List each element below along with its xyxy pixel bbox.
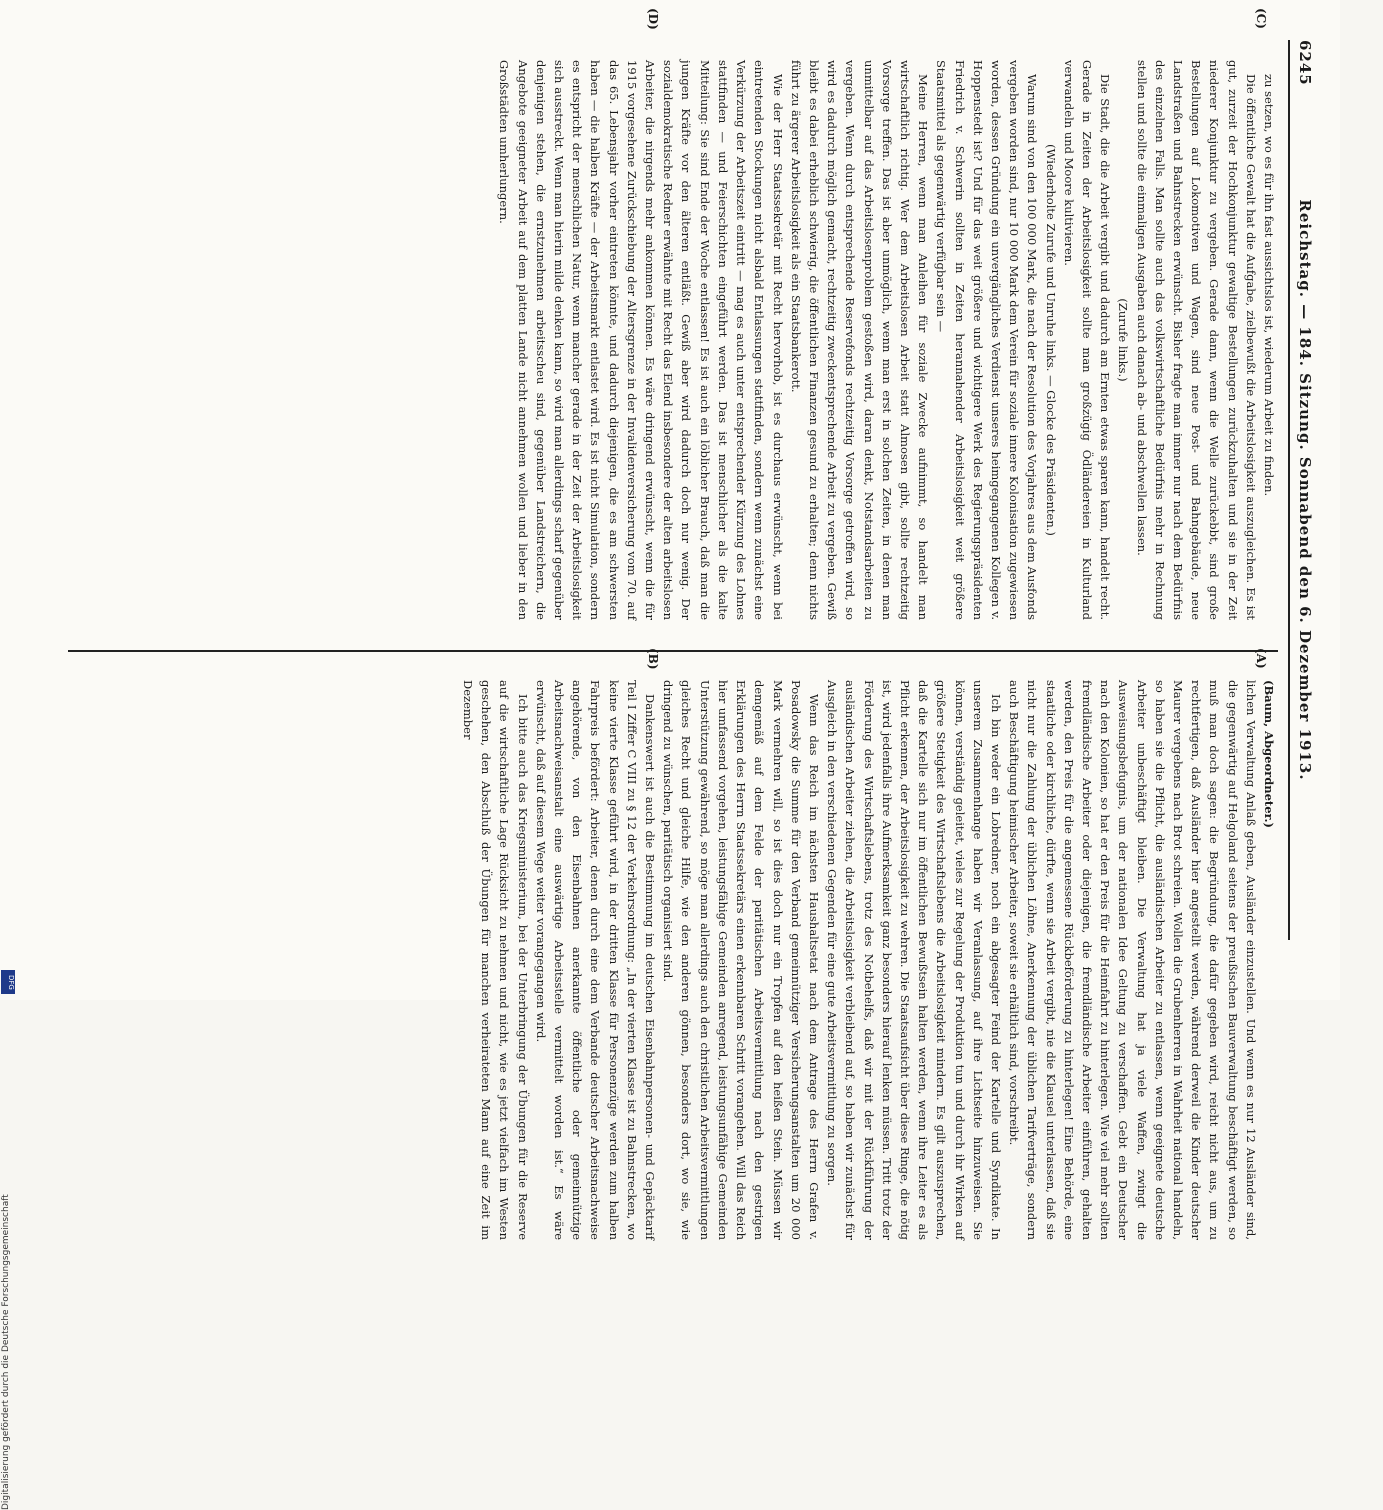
margin-mark-c: (C) xyxy=(1254,8,1268,29)
page-number: 6245 xyxy=(1296,40,1314,86)
paragraph: Die öffentliche Gewalt hat die Aufgabe, zielbewußt die Arbeitslosigkeit auszugleichen. Es ist gut, zurzeit der Hochkonjunktur gewaltige Bestellungen zurückzuhalten und sie in der Zeit niederer Konjunktur zu vergeben. Gerade dann, wenn die Welle zurückebbt, sind große Bestellungen auf Lokomotiven und Wagen, sind neue Post- und Bahngebäude, neue Landstraßen und Bahnstrecken erwünscht. Bisher fragte man immer nur nach dem Bedürfnis des einzelnen Falls. Man sollte auch das volkswirtschaftliche Bedürfnis mehr in Rechnung stellen und sollte die einmaligen Ausgaben auch danach ab- und abschwellen lassen. xyxy=(1134,60,1258,620)
paragraph: Wenn das Reich im nächsten Haushaltsetat nach dem Antrage des Herrn Grafen v. Posadowsky die Summe für den Verband gemeinnütziger Versicherungsanstalten um 20 000 Mark vermehren will, so ist dies doch nur ein Tropfen auf den heißen Stein. Müssen wir demgemäß auf dem Felde der paritätischen Arbeitsvermittlung nach den gestrigen Erklärungen des Herrn Staatssekretärs einen erkennbaren Schritt vorangehen. Will das Reich hier umfassend vorgehen, leistungsfähige Gemeinden anregend, leistungsunfähige Gemeinden Unterstützung gewährend, so möge man allerdings auch den christlichen Arbeitsvermittlungen gleiches Recht und gleiche Hilfe, wie den anderen gönnen, besonders dort, wo sie, wie dringend zu wünschen, paritätisch organisiert sind. xyxy=(661,680,821,1240)
column-divider xyxy=(68,650,1278,652)
margin-mark-a: (A) xyxy=(1254,648,1268,669)
paragraph: Warum sind von den 100 000 Mark, die nach der Resolution des Vorjahres aus dem Ausfonds vergeben worden sind, nur 10 000 Mark dem Verein für soziale innere Kolonisation zugewiesen worden, dessen Gründung ein unvergängliches Verdienst unseres heimgegangenen Kollegen v. Hoppenstedt ist? Und für das weit größere und wichtigere Werk des Regierungspräsidenten Friedrich v. Schwerin sollten in Zeiten herannahender Arbeitslosigkeit weit größere Staatsmittel als gegenwärtig verfügbar sein — xyxy=(934,60,1040,620)
margin-mark-b: (B) xyxy=(646,648,660,670)
paragraph: zu setzen, wo es für ihn fast aussichtslos ist, wiederum Arbeit zu finden. xyxy=(1262,74,1276,497)
margin-mark-d: (D) xyxy=(646,8,660,30)
left-column xyxy=(495,60,1278,620)
header-rule xyxy=(1288,40,1290,940)
session-title: Reichstag. — 184. Sitzung. Sonnabend den 6. Dezember 1913. xyxy=(1296,199,1314,781)
right-column xyxy=(459,680,1278,1240)
interjection: (Wiederholte Zurufe und Unruhe links. — Glocke des Präsidenten.) xyxy=(1043,144,1058,536)
interjection: (Zurufe links.) xyxy=(1116,298,1131,382)
paragraph: Wie der Herr Staatssekretär mit Recht hervorhob, ist es durchaus erwünscht, wenn bei eintretenden Stockungen nicht alsbald Entlassungen stattfinden, sondern wenn zunächst eine Verkürzung der Arbeitszeit eintritt — mag es auch unter entsprechender Kürzung des Lohnes stattfinden — und Feierschichten eingeführt werden. Das ist menschlicher als die kalte Mitteilung: Sie sind Ende der Woche entlassen! Es ist auch ein löblicher Brauch, daß man die jungen Kräfte vor den älteren entläßt. Gewiß aber wird dadurch doch nur wenig. Der sozialdemokratische Redner erwähnte mit Recht das Elend insbesondere der alten arbeitslosen Arbeiter, die nirgends mehr ankommen können. Es wäre dringend erwünscht, wenn die für 1915 vorgesehene Zurückschiebung der Altersgrenze in der Invalidenversicherung vom 70. auf das 65. Lebensjahr vorher eintreten könnte, und dadurch diejenigen, die es am schwersten haben — die halben Kräfte — der Arbeitsmarkt entlastet wird. Es ist nicht Simulation, sondern es entspricht der menschlichen Natur, wenn mancher gerade in der Zeit der Arbeitslosigkeit sich ausstreckt. Wenn man hierin milde denken kann, so wird man allerdings scharf gegenüber denjenigen stehen, die ernstzunehmen arbeitsscheu sind, gegenüber Landstreichern, die Angebote geeigneter Arbeit auf dem platten Lande nicht annehmen wollen und lieber in den Großstädten umherlungern. xyxy=(497,60,785,620)
paragraph: lichen Verwaltung Anlaß geben, Ausländer einzustellen. Und wenn es nur 12 Ausländer sind, die gegenwärtig auf Helgoland seitens der preußischen Bauverwaltung beschäftigt werden, so muß man doch sagen: die Begründung, die dafür gegeben wird, reicht nicht aus, um zu rechtfertigen, daß Ausländer hier angestellt werden, während derweil die Kinder deutscher Maurer vergebens nach Brot schreien. Wollen die Grubenherren in Wahrheit national handeln, so haben sie die Pflicht, die ausländischen Arbeiter zu entlassen, wenn geeignete deutsche Arbeiter unbeschäftigt bleiben. Die Verwaltung hat ja viele Waffen, zwingt die Ausweisungsbefugnis, um der nationalen Idee Geltung zu verschaffen. Gebt ein Deutscher nach den Kolonien, so hat er den Preis für die Heimfahrt zu hinterlegen. Wie viel mehr sollten fremdländische Arbeiter oder diejenigen, die fremdländische Arbeiter einführen, gehalten werden, den Preis für die angemessene Rückbeförderung zu hinterlegen! Eine Behörde, eine staatliche oder kirchliche, dürfte, wenn sie Arbeit vergibt, nie die Klausel unterlassen, daß sie nicht nur die Zahlung der üblichen Löhne, Anerkennung der üblichen Tarifverträge, sondern auch Beschäftigung heimischer Arbeiter, soweit sie erhältlich sind, vorschreibt. xyxy=(1007,680,1258,1240)
paragraph: Dankenswert ist auch die Bestimmung im deutschen Eisenbahnpersonen- und Gepäcktarif Teil I Ziffer C VIII zu § 12 der Verkehrsordnung: „In der vierten Klasse ist zu Bahnstrecken, wo keine vierte Klasse geführt wird, in der dritten Klasse für Personenzüge werden zum halben Fahrpreis befördert: Arbeiter, denen durch eine dem Verbande deutscher Arbeitsnachweise angehörende, von den Eisenbahnen anerkannte öffentliche oder gemeinnützige Arbeitsnachweisanstalt eine auswärtige Arbeitsstelle vermittelt worden ist.“ Es wäre erwünscht, daß auf diesem Wege weiter vorangegangen wird. xyxy=(533,680,658,1240)
page-header xyxy=(1288,40,1322,940)
paragraph: Meine Herren, wenn man Anleihen für soziale Zwecke aufnimmt, so handelt man wirtschaftlich richtig. Wer dem Arbeitslosen Arbeit statt Almosen gibt, sollte rechtzeitig Vorsorge treffen. Das ist aber unmöglich, wenn man erst in solchen Zeiten, in denen man unmittelbar auf das Arbeitslosenproblem gestoßen wird, daran denkt, Notstandsarbeiten zu vergeben. Wenn durch entsprechende Reservefonds rechtzeitig Vorsorge getroffen wird, so wird es dadurch möglich gemacht, rechtzeitig zweckentsprechende Arbeit zu vergeben. Gewiß bleibt es dabei erheblich schwierig, die öffentlichen Finanzen gesund zu erhalten; denn nichts führt zu ärgerer Arbeitslosigkeit als ein Staatsbankerott. xyxy=(788,60,931,620)
paragraph: Ich bin weder ein Lobredner, noch ein abgesagter Feind der Kartelle und Syndikate. In unserem Zusammenhange haben wir Veranlassung, auf ihre Lichtseite hinzuweisen. Sie können, verständig geleitet, vieles zur Regelung der Produktion tun und durch ihr Wirken auf größere Stetigkeit des Wirtschaftslebens die Arbeitslosigkeit mindern. Es gilt auszusprechen, daß die Kartelle sich nur im öffentlichen Bewußtsein halten werden, wenn ihre Leiter es als Pflicht erkennen, der Arbeitslosigkeit zu wehren. Die Staatsaufsicht über diese Ringe, die nötig ist, wird jedenfalls ihre Aufmerksamkeit ganz besonders hierauf lenken müssen. Tritt trotz der Förderung des Wirtschaftslebens, trotz des Notbehelfs, daß wir mit der Rückführung der ausländischen Arbeiter ziehen, die Arbeitslosigkeit verbleibend auf, so haben wir zunächst für Ausgleich in den verschiedenen Gegenden für eine gute Arbeitsvermittlung zu sorgen. xyxy=(825,680,1003,1240)
credit-text: Digitalisierung gefördert durch die Deutsche Forschungsgemeinschaft xyxy=(1,1194,11,1510)
speaker-label: (Baum, Abgeordneter.) xyxy=(1262,680,1276,828)
dfg-logo: DFG xyxy=(1,970,15,994)
paragraph: Ich bitte auch das Kriegsministerium, bei der Unterbringung der Übungen für die Reserve auf die wirtschaftliche Lage Rücksicht zu nehmen und nicht, wie es jetzt vielfach im Westen geschehen, den Abschluß der Übungen für manchen verheirateten Mann auf eine Zeit im Dezember xyxy=(461,680,530,1240)
paragraph: Die Stadt, die die Arbeit vergibt und dadurch am Ernten etwas sparen kann, handelt recht. Gerade in Zeiten der Arbeitslosigkeit sollte man großzügig Ödländereien in Kulturland verwandeln und Moore kultivieren. xyxy=(1061,60,1113,620)
